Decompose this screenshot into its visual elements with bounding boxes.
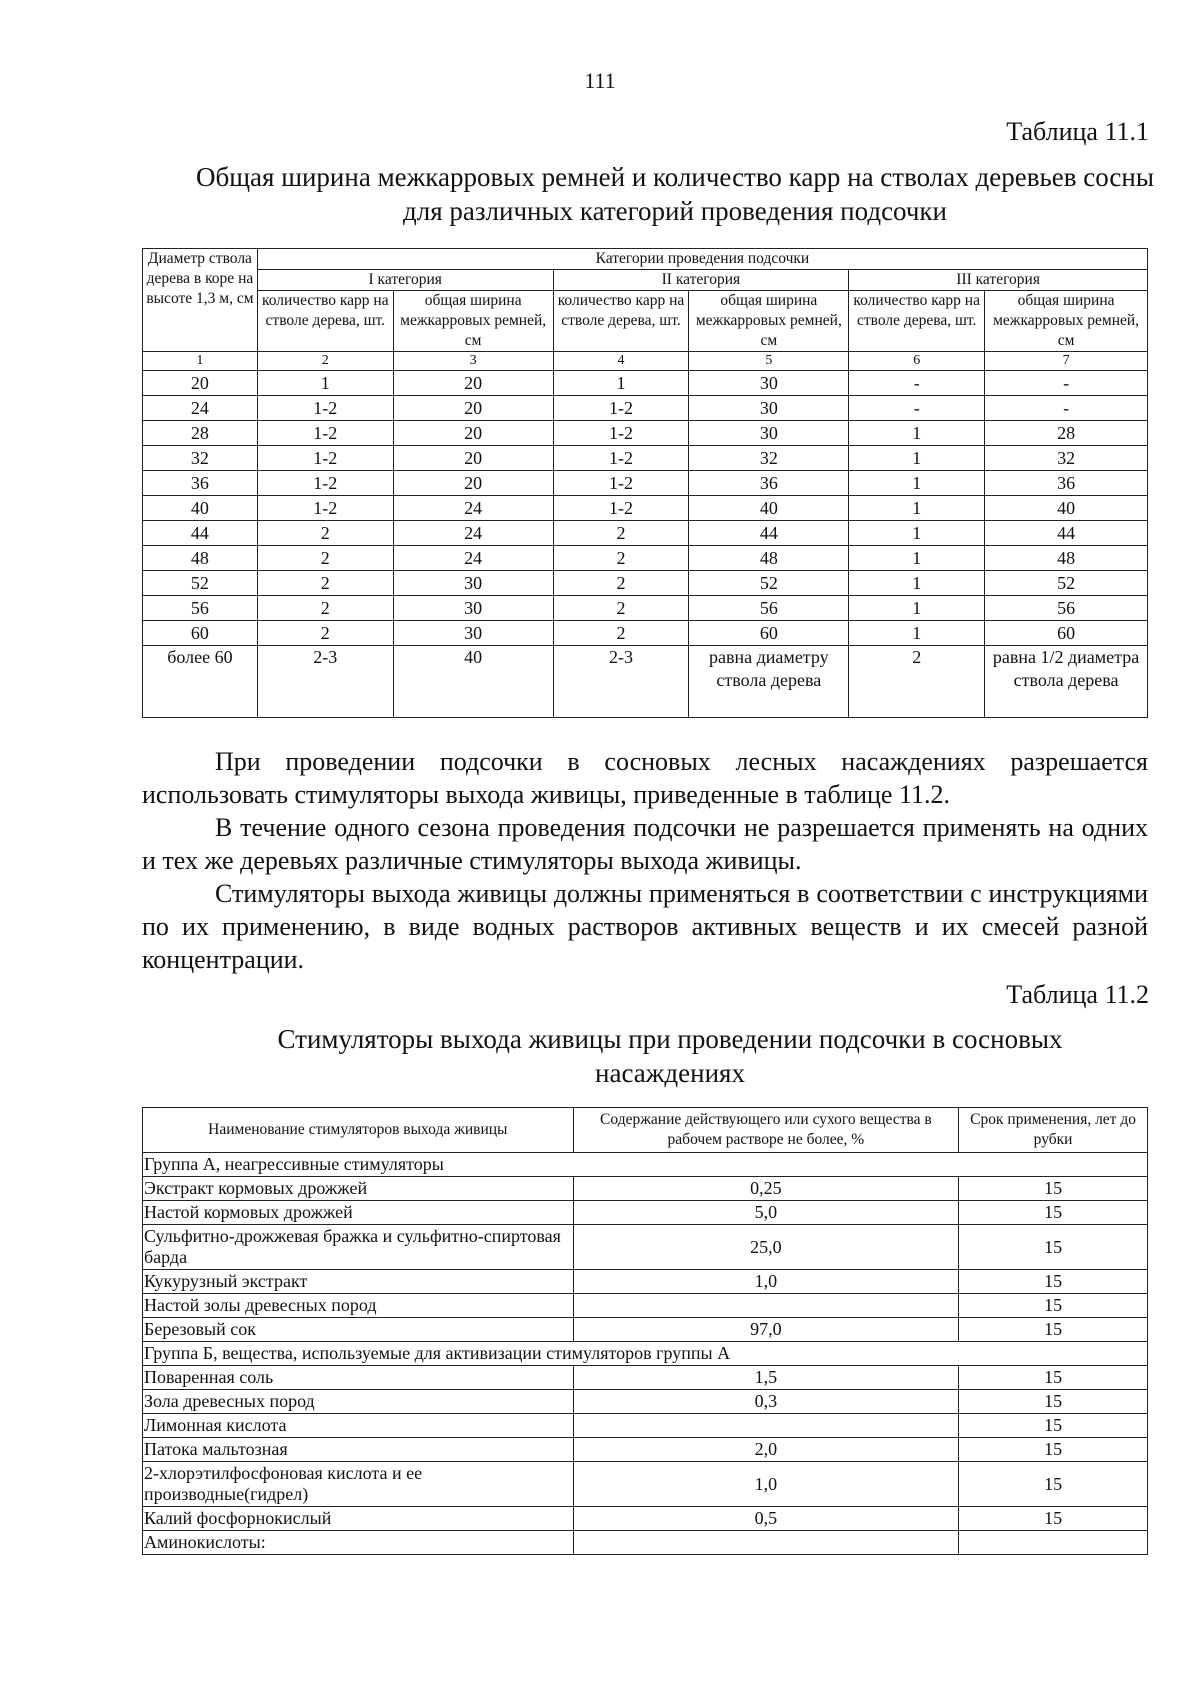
table-cell: 1 <box>849 496 985 521</box>
table-cell: 28 <box>143 421 258 446</box>
table-cell: 1,5 <box>573 1366 959 1390</box>
table-cell: 2 <box>553 521 689 546</box>
table-cell <box>959 1531 1148 1555</box>
table-cell: 32 <box>143 446 258 471</box>
table-cell: 60 <box>689 621 849 646</box>
table-cell: Лимонная кислота <box>143 1414 574 1438</box>
categories-header: Категории проведения подсочки <box>257 249 1147 270</box>
table-cell: 1-2 <box>257 471 393 496</box>
table-cell: Березовый сок <box>143 1318 574 1342</box>
category-2-header: II категория <box>553 270 849 291</box>
table-row <box>143 1318 1148 1342</box>
table-row <box>143 396 1148 421</box>
table-cell <box>573 1531 959 1555</box>
table-cell: 1-2 <box>553 471 689 496</box>
table-cell: 1 <box>849 446 985 471</box>
table-cell: 1-2 <box>257 496 393 521</box>
width-header: общая ширина межкарровых ремней, см <box>393 291 553 352</box>
table-cell: 15 <box>959 1177 1148 1201</box>
table-cell: 2 <box>553 621 689 646</box>
column-number: 3 <box>393 352 553 371</box>
table-cell: 52 <box>985 571 1148 596</box>
table-cell: 15 <box>959 1414 1148 1438</box>
table-1-ref: Таблица 11.1 <box>1006 117 1149 146</box>
table-row <box>143 421 1148 446</box>
table-cell: Аминокислоты: <box>143 1531 574 1555</box>
column-number: 7 <box>985 352 1148 371</box>
table-cell: Поваренная соль <box>143 1366 574 1390</box>
width-header: общая ширина межкарровых ремней, см <box>985 291 1148 352</box>
table-2 <box>142 1107 1148 1555</box>
table-row <box>143 1225 1148 1270</box>
table-cell: 30 <box>689 371 849 396</box>
table-cell: 20 <box>393 371 553 396</box>
table-cell: 24 <box>393 546 553 571</box>
table-cell: 1-2 <box>553 396 689 421</box>
page-number: 111 <box>584 68 616 93</box>
table-cell: 15 <box>959 1462 1148 1507</box>
table-cell: Кукурузный экстракт <box>143 1270 574 1294</box>
table-row <box>143 1366 1148 1390</box>
count-header: количество карр на стволе дерева, шт. <box>849 291 985 352</box>
table-cell: 20 <box>393 471 553 496</box>
column-number: 1 <box>143 352 258 371</box>
table-cell: - <box>849 371 985 396</box>
table-row <box>143 1414 1148 1438</box>
table-cell: 1 <box>849 521 985 546</box>
table-cell: Сульфитно-дрожжевая бражка и сульфитно-спиртовая барда <box>143 1225 574 1270</box>
table-cell: 2 <box>553 546 689 571</box>
table-cell: 2 <box>257 596 393 621</box>
table-cell: 2 <box>257 621 393 646</box>
table-cell: 20 <box>143 371 258 396</box>
table-cell: 44 <box>143 521 258 546</box>
table-row <box>143 1177 1148 1201</box>
paragraph: При проведении подсочки в сосновых лесных насаждениях разрешается использовать стимуляторы выхода живицы, приведенные в таблице 11.2. <box>142 747 1148 809</box>
table-cell: 36 <box>689 471 849 496</box>
table-cell: 1-2 <box>553 446 689 471</box>
group-label: Группа А, неагрессивные стимуляторы <box>143 1153 1148 1177</box>
table-cell: 20 <box>393 396 553 421</box>
table-cell: 15 <box>959 1318 1148 1342</box>
count-header: количество карр на стволе дерева, шт. <box>553 291 689 352</box>
table-cell: - <box>985 371 1148 396</box>
table-cell: 1 <box>849 421 985 446</box>
table-cell: - <box>985 396 1148 421</box>
table-cell: Экстракт кормовых дрожжей <box>143 1177 574 1201</box>
name-header: Наименование стимуляторов выхода живицы <box>143 1108 574 1153</box>
table-cell: 48 <box>985 546 1148 571</box>
table-1 <box>142 248 1148 718</box>
table-cell: 15 <box>959 1438 1148 1462</box>
table-cell: 24 <box>393 496 553 521</box>
paragraph: В течение одного сезона проведения подсочки не разрешается применять на одних и тех же деревьях различные стимуляторы выхода живицы. <box>142 813 1148 875</box>
table-cell: 25,0 <box>573 1225 959 1270</box>
table-cell: 24 <box>143 396 258 421</box>
table-row <box>143 621 1148 646</box>
table-cell: 15 <box>959 1390 1148 1414</box>
table-cell: Патока мальтозная <box>143 1438 574 1462</box>
table-cell: 60 <box>985 621 1148 646</box>
table-cell: - <box>849 396 985 421</box>
table-row <box>143 646 1148 718</box>
table-row <box>143 546 1148 571</box>
table-row <box>143 471 1148 496</box>
table-cell: 30 <box>393 571 553 596</box>
table-row <box>143 371 1148 396</box>
table-row <box>143 596 1148 621</box>
table-row <box>143 571 1148 596</box>
table-cell: 1-2 <box>553 496 689 521</box>
column-number: 6 <box>849 352 985 371</box>
table-cell: 15 <box>959 1366 1148 1390</box>
table-cell: 2-3 <box>257 646 393 718</box>
table-cell <box>573 1294 959 1318</box>
category-1-header: I категория <box>257 270 553 291</box>
table-cell: 1 <box>849 546 985 571</box>
table-cell: 40 <box>985 496 1148 521</box>
table-cell: 0,3 <box>573 1390 959 1414</box>
body-text <box>142 745 1148 976</box>
table-row <box>143 496 1148 521</box>
table-cell: 2-хлорэтилфосфоновая кислота и ее производные(гидрел) <box>143 1462 574 1507</box>
table-cell: 5,0 <box>573 1201 959 1225</box>
table-row <box>143 1462 1148 1507</box>
table-row <box>143 1390 1148 1414</box>
table-cell: 2 <box>257 521 393 546</box>
table-cell: 20 <box>393 421 553 446</box>
table-cell: 48 <box>689 546 849 571</box>
table-cell: 15 <box>959 1294 1148 1318</box>
table-cell: 2 <box>553 596 689 621</box>
table-cell: 56 <box>985 596 1148 621</box>
table-cell: 30 <box>393 621 553 646</box>
table-cell: 30 <box>393 596 553 621</box>
table-cell: 60 <box>143 621 258 646</box>
table-cell: 0,5 <box>573 1507 959 1531</box>
table-cell: равна диаметру ствола дерева <box>689 646 849 718</box>
table-row <box>143 1531 1148 1555</box>
table-cell: 15 <box>959 1225 1148 1270</box>
table-cell: 44 <box>985 521 1148 546</box>
category-3-header: III категория <box>849 270 1148 291</box>
table-cell: 56 <box>143 596 258 621</box>
table-cell: 36 <box>985 471 1148 496</box>
table-cell: 52 <box>689 571 849 596</box>
table-cell: 24 <box>393 521 553 546</box>
table-cell: 1 <box>849 621 985 646</box>
table-cell: Калий фосфорнокислый <box>143 1507 574 1531</box>
table-cell: 1 <box>849 596 985 621</box>
table-cell: 15 <box>959 1270 1148 1294</box>
table-cell: Настой кормовых дрожжей <box>143 1201 574 1225</box>
table-cell: 28 <box>985 421 1148 446</box>
table-cell: 1-2 <box>553 421 689 446</box>
table-cell: 30 <box>689 421 849 446</box>
count-header: количество карр на стволе дерева, шт. <box>257 291 393 352</box>
table-cell: 1 <box>849 471 985 496</box>
diameter-header: Диаметр ствола дерева в коре на высоте 1,3 м, см <box>143 249 258 352</box>
table-cell: более 60 <box>143 646 258 718</box>
column-number: 4 <box>553 352 689 371</box>
table-cell: 1-2 <box>257 421 393 446</box>
table-cell: 36 <box>143 471 258 496</box>
table-row <box>143 1438 1148 1462</box>
table-cell: 1-2 <box>257 396 393 421</box>
column-number: 5 <box>689 352 849 371</box>
table-cell: 1-2 <box>257 446 393 471</box>
group-label: Группа Б, вещества, используемые для активизации стимуляторов группы А <box>143 1342 1148 1366</box>
table-cell: 0,25 <box>573 1177 959 1201</box>
table-cell: 40 <box>143 496 258 521</box>
table-cell: 1 <box>257 371 393 396</box>
table-row <box>143 1270 1148 1294</box>
table-cell: 30 <box>689 396 849 421</box>
table-cell: Настой золы древесных пород <box>143 1294 574 1318</box>
table-cell: Зола древесных пород <box>143 1390 574 1414</box>
table-cell: 2 <box>553 571 689 596</box>
table-row <box>143 1201 1148 1225</box>
group-row <box>143 1342 1148 1366</box>
table-cell: 40 <box>689 496 849 521</box>
table-cell: 2 <box>257 546 393 571</box>
column-number: 2 <box>257 352 393 371</box>
table-cell: 52 <box>143 571 258 596</box>
table-cell: 2,0 <box>573 1438 959 1462</box>
table-row <box>143 521 1148 546</box>
paragraph: Стимуляторы выхода живицы должны применяться в соответствии с инструкциями по их применению, в виде водных растворов активных веществ и их смесей разной концентрации. <box>142 879 1148 974</box>
column-number-row <box>143 352 1148 371</box>
table-cell: 20 <box>393 446 553 471</box>
table-cell: 2-3 <box>553 646 689 718</box>
table-cell: 48 <box>143 546 258 571</box>
table-cell: 32 <box>985 446 1148 471</box>
group-row <box>143 1153 1148 1177</box>
table-cell: 1,0 <box>573 1270 959 1294</box>
table-1-caption: Общая ширина межкарровых ремней и количество карр на стволах деревьев сосны для различных категорий проведения подсочки <box>196 162 1154 226</box>
table-row <box>143 446 1148 471</box>
table-2-ref: Таблица 11.2 <box>1006 980 1149 1009</box>
table-row <box>143 1294 1148 1318</box>
table-cell: равна 1/2 диаметра ствола дерева <box>985 646 1148 718</box>
table-cell: 2 <box>257 571 393 596</box>
table-2-caption: Стимуляторы выхода живицы при проведении подсочки в сосновых насаждениях <box>277 1024 1063 1088</box>
table-cell: 15 <box>959 1201 1148 1225</box>
table-cell: 32 <box>689 446 849 471</box>
content-header: Содержание действующего или сухого вещества в рабочем растворе не более, % <box>573 1108 959 1153</box>
table-cell: 2 <box>849 646 985 718</box>
table-cell: 15 <box>959 1507 1148 1531</box>
width-header: общая ширина межкарровых ремней, см <box>689 291 849 352</box>
table-cell: 40 <box>393 646 553 718</box>
table-row <box>143 1507 1148 1531</box>
table-cell: 1 <box>849 571 985 596</box>
term-header: Срок применения, лет до рубки <box>959 1108 1148 1153</box>
table-cell: 97,0 <box>573 1318 959 1342</box>
table-cell: 1,0 <box>573 1462 959 1507</box>
table-cell: 44 <box>689 521 849 546</box>
table-cell: 56 <box>689 596 849 621</box>
table-cell <box>573 1414 959 1438</box>
table-cell: 1 <box>553 371 689 396</box>
